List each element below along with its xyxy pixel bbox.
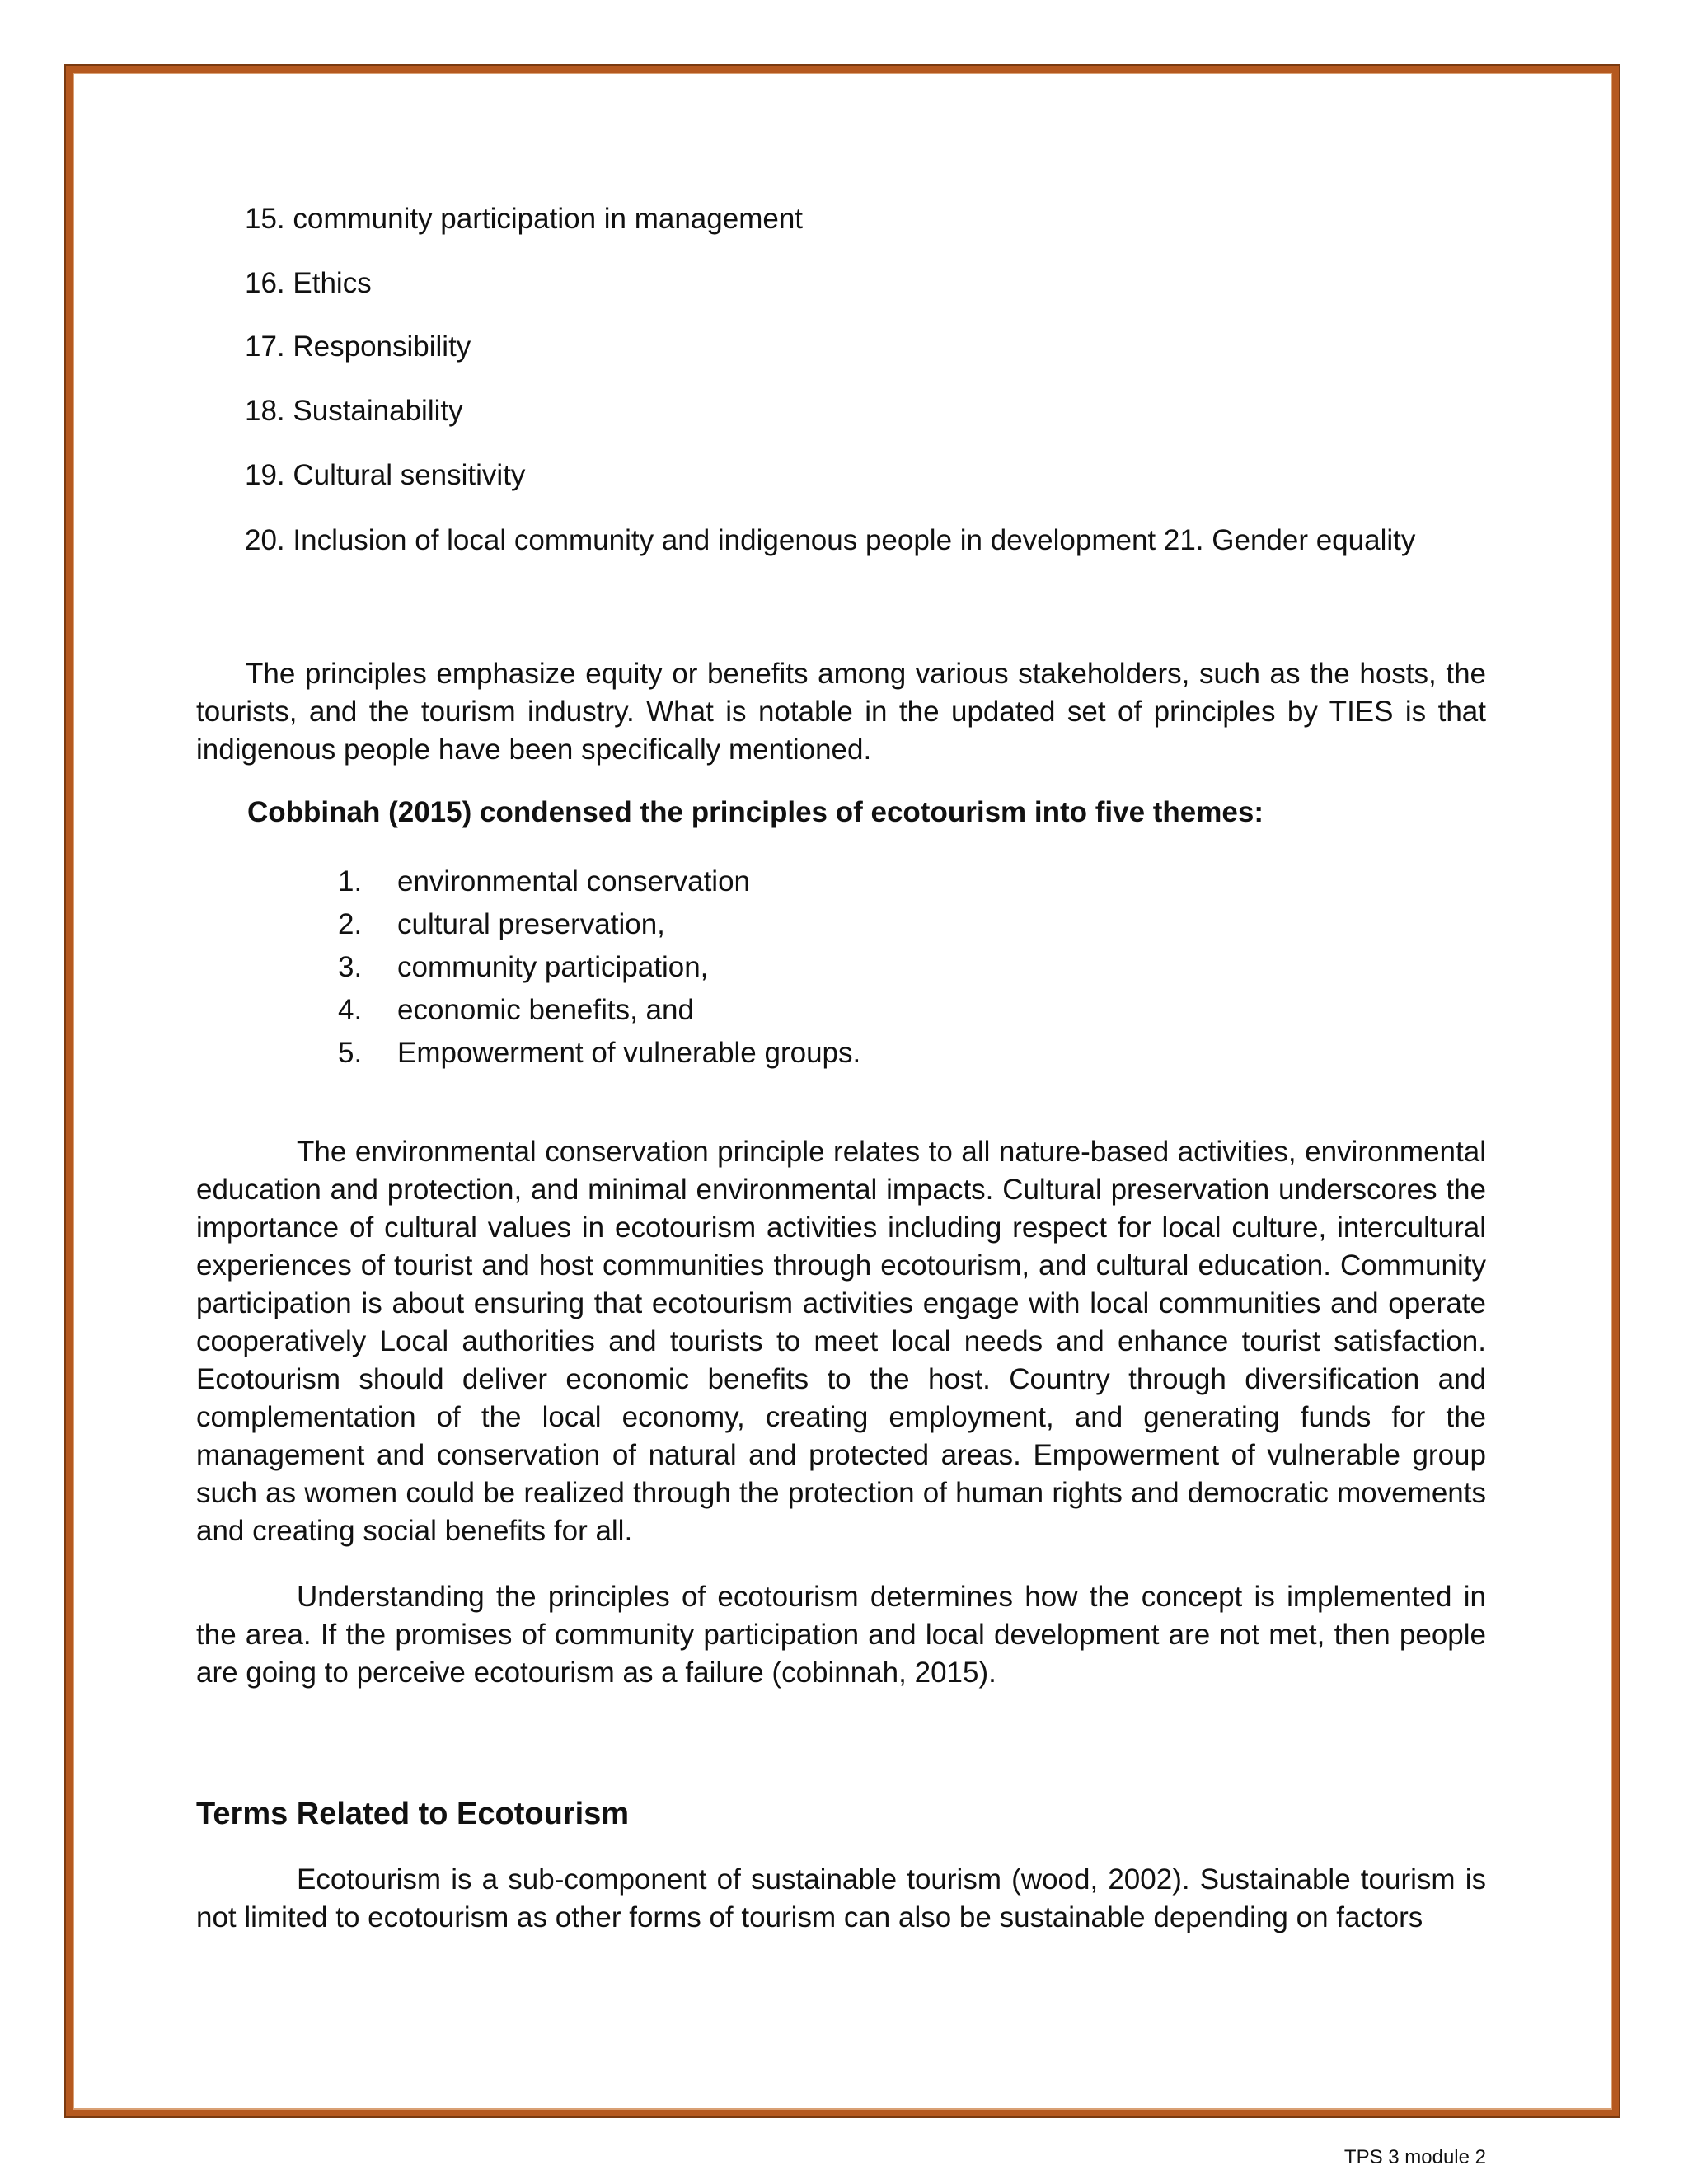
paragraph-terms: Ecotourism is a sub-component of sustainable tourism (wood, 2002). Sustainable tourism is not limited to ecotourism as other forms of tourism can also be sustainable depending on factors — [196, 1863, 1486, 1933]
list-item-18: 18. Sustainability — [245, 395, 463, 427]
paragraph-principles: The principles emphasize equity or benefits among various stakeholders, such as the hosts, the tourists, and the tourism industry. What is notable in the updated set of principles by TIES is that indigenous people have been specifically mentioned. — [196, 658, 1486, 766]
page-footer: TPS 3 module 2 — [1343, 2146, 1486, 2168]
list-item-17: 17. Responsibility — [245, 330, 471, 363]
paragraph-understanding: Understanding the principles of ecotourism determines how the concept is implemented in the area. If the promises of community participation and local development are not met, then people are going to perceive ecotourism as a failure (cobinnah, 2015). — [196, 1581, 1486, 1689]
theme-item: 1. environmental conservation — [338, 865, 751, 898]
theme-item: 2. cultural preservation, — [338, 908, 665, 940]
list-item-20: 20. Inclusion of local community and indigenous people in development 21. Gender equality — [245, 524, 1416, 556]
list-item-16: 16. Ethics — [245, 267, 372, 299]
list-item-19: 19. Cultural sensitivity — [245, 459, 526, 491]
list-item-15: 15. community participation in management — [245, 203, 804, 235]
section-heading-terms: Terms Related to Ecotourism — [196, 1797, 630, 1831]
paragraph-environmental: The environmental conservation principle relates to all nature-based activities, environmental education and protection, and minimal environmental impacts. Cultural preservation underscores the importance of cultural values in ecotourism activities including respect for local culture, intercultural experiences of tourist and host communities through ecotourism, and cultural education. Community participation is about ensuring that ecotourism activities engage with local communities and operate cooperatively Local authorities and tourists to meet local needs and enhance tourist satisfaction. Ecotourism should deliver economic benefits to the host. Country through diversification and complementation of the local economy, creating employment, and generating funds for the management and conservation of natural and protected areas. Empowerment of vulnerable group such as women could be realized through the protection of human rights and democratic movements and creating social benefits for all. — [196, 1136, 1486, 1547]
themes-list — [338, 860, 860, 1075]
cobbinah-heading: Cobbinah (2015) condensed the principles of ecotourism into five themes: — [247, 796, 1264, 828]
theme-item: 4. economic benefits, and — [338, 994, 694, 1026]
theme-item: 5. Empowerment of vulnerable groups. — [338, 1037, 861, 1069]
theme-item: 3. community participation, — [338, 951, 709, 983]
